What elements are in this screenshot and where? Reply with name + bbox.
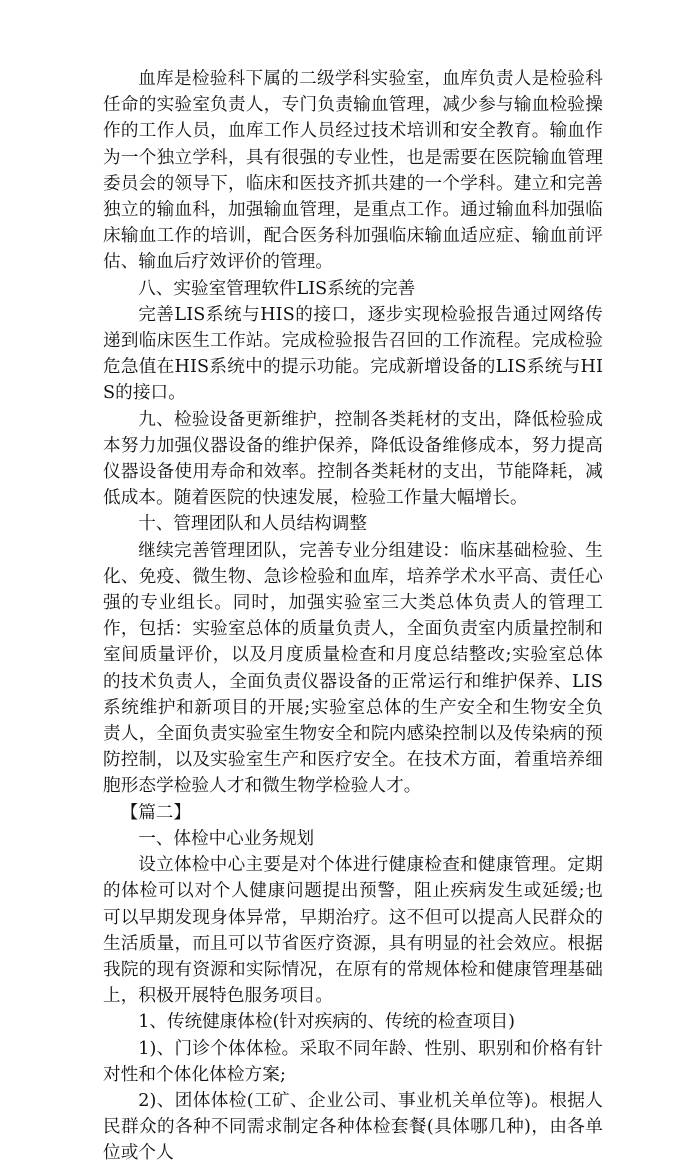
paragraph-outpatient-checkup: 1)、门诊个体体检。采取不同年龄、性别、职别和价格有针对性和个体化体检方案; [103,1038,603,1085]
paragraph-team-building: 继续完善管理团队，完善专业分组建设：临床基础检验、生化、免疫、微生物、急诊检验和血库，培养学术水平高、责任心强的专业组长。同时，加强实验室三大类总体负责人的管理工作，包括：实验室总体的质量负责人，全面负责室内质量控制和室间质量评价，以及月度质量检查和月度总结整改;实验室总体的技术负责人，全面负责仪器设备的正常运行和维护保养、LIS系统维护和新项目的开展;实验室总体的生产安全和生物安全负责人，全面负责实验室生物安全和院内感染控制以及传染病的预防控制，以及实验室生产和医疗安全。在技术方面，着重培养细胞形态学检验人才和微生物学检验人才。 [103,540,603,797]
paragraph-checkup-center: 设立体检中心主要是对个体进行健康检查和健康管理。定期的体检可以对个人健康问题提出预警，阻止疾病发生或延缓;也可以早期发现身体异常，早期治疗。这不但可以提高人民群众的生活质量，而且可以节省医疗资源，具有明显的社会效应。根据我院的现有资源和实际情况，在原有的常规体检和健康管理基础上，积极开展特色服务项目。 [103,855,603,1007]
paragraph-lis-his-interface: 完善LIS系统与HIS的接口，逐步实现检验报告通过网络传递到临床医生工作站。完成检验报告召回的工作流程。完成检验危急值在HIS系统中的提示功能。完成新增设备的LIS系统与HIS的接口。 [103,304,603,404]
document-body [103,66,603,1167]
heading-checkup-center-plan: 一、体检中心业务规划 [138,828,315,849]
heading-traditional-checkup: 1、传统健康体检(针对疾病的、传统的检查项目) [138,1012,515,1033]
section-tag-part-two: 【篇二】 [120,802,191,823]
heading-management-team: 十、管理团队和人员结构调整 [138,514,367,535]
paragraph-group-checkup: 2)、团体体检(工矿、企业公司、事业机关单位等)。根据人民群众的各种不同需求制定各种体检套餐(具体哪几种)，由各单位或个人 [103,1090,603,1164]
paragraph-equipment-maintenance: 九、检验设备更新维护，控制各类耗材的支出，降低检验成本努力加强仪器设备的维护保养，降低设备维修成本，努力提高仪器设备使用寿命和效率。控制各类耗材的支出，节能降耗，减低成本。随着医院的快速发展，检验工作量大幅增长。 [103,409,603,509]
heading-lis-system: 八、实验室管理软件LIS系统的完善 [138,278,416,299]
paragraph-blood-bank: 血库是检验科下属的二级学科实验室，血库负责人是检验科任命的实验室负责人，专门负责输血管理，减少参与输血检验操作的工作人员，血库工作人员经过技术培训和安全教育。输血作为一个独立学科，具有很强的专业性，也是需要在医院输血管理委员会的领导下，临床和医技齐抓共建的一个学科。建立和完善独立的输血科，加强输血管理，是重点工作。通过输血科加强临床输血工作的培训，配合医务科加强临床输血适应症、输血前评估、输血后疗效评价的管理。 [103,69,603,273]
